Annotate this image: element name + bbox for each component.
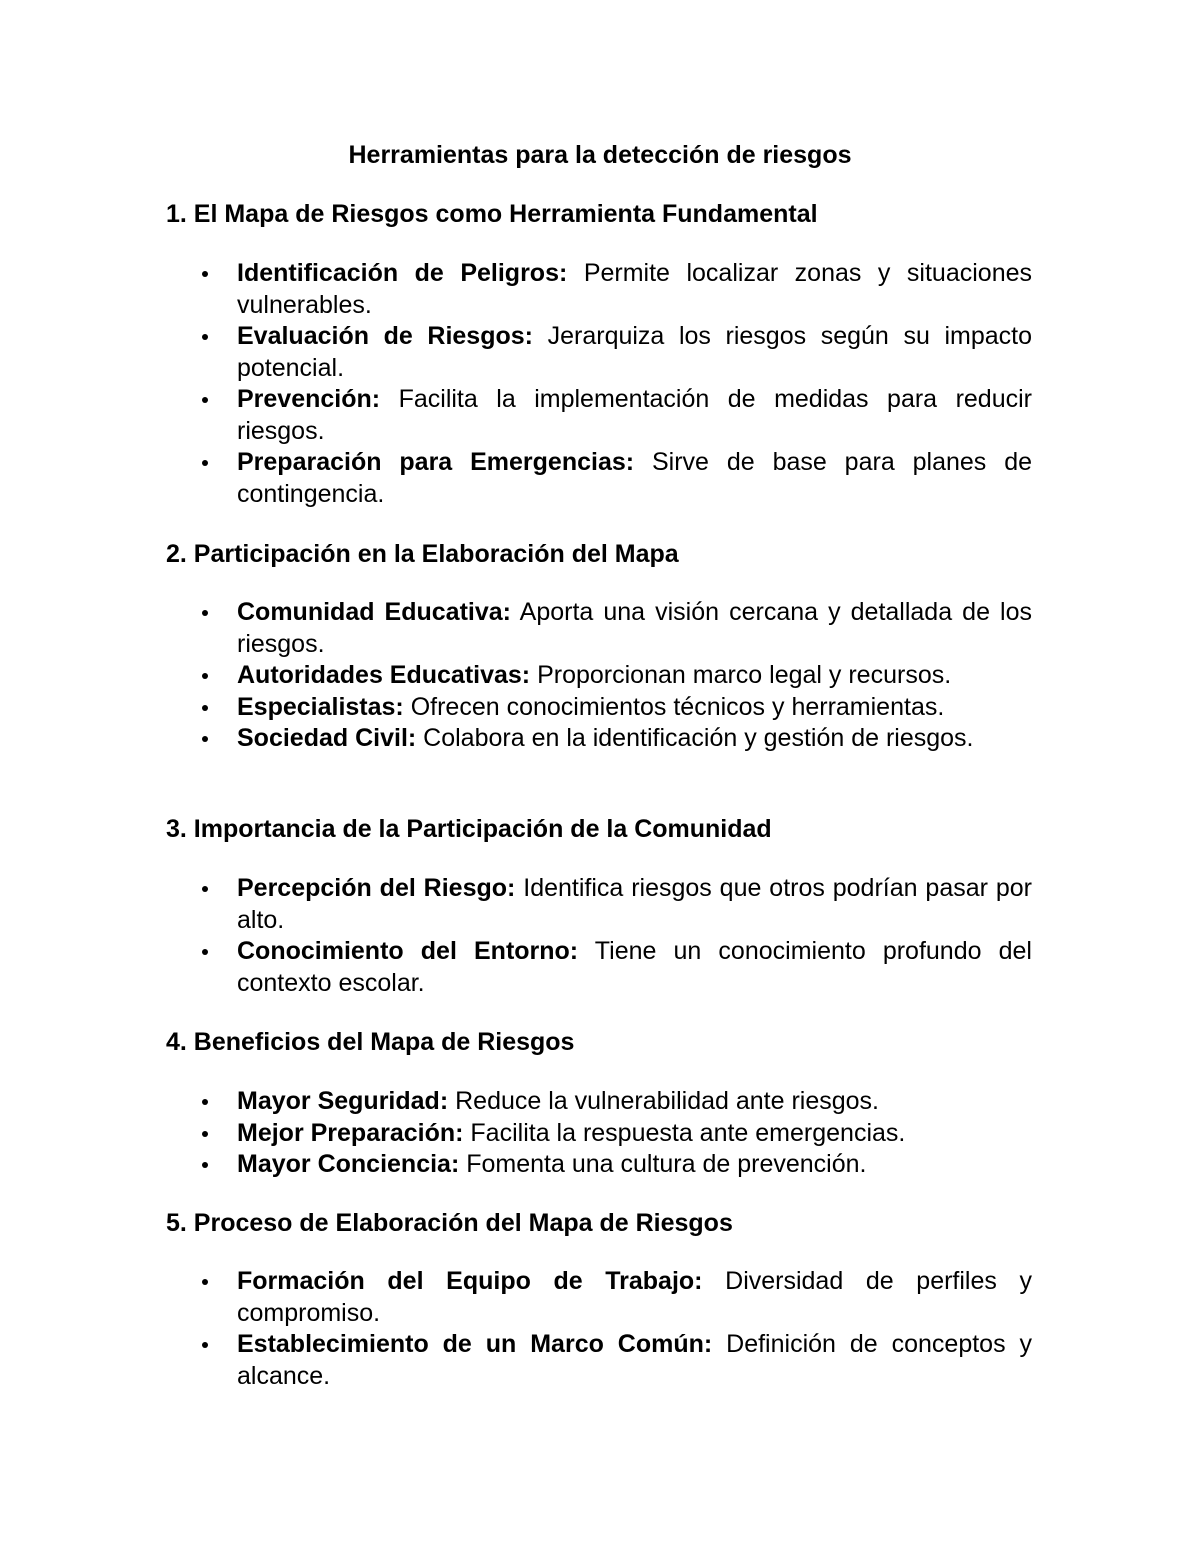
item-term: Identificación de Peligros: <box>237 259 568 287</box>
bullet-icon <box>202 1099 208 1105</box>
bullet-icon <box>202 460 208 466</box>
bullet-icon <box>202 673 208 679</box>
section-heading-2: 2. Participación en la Elaboración del Mapa <box>166 540 679 568</box>
item-text: Fomenta una cultura de prevención. <box>466 1150 867 1178</box>
list-item <box>166 1118 1032 1150</box>
bullet-icon <box>202 1131 208 1137</box>
section-heading-1: 1. El Mapa de Riesgos como Herramienta Fundamental <box>166 200 818 228</box>
bullet-icon <box>202 949 208 955</box>
bullet-icon <box>202 705 208 711</box>
list-item <box>166 258 1032 321</box>
section-heading-4: 4. Beneficios del Mapa de Riesgos <box>166 1028 575 1056</box>
item-text: Tiene un conocimiento profundo del contexto escolar. <box>237 937 1032 997</box>
list-item <box>166 321 1032 384</box>
item-term: Prevención: <box>237 385 381 413</box>
bullet-icon <box>202 271 208 277</box>
item-text: Ofrecen conocimientos técnicos y herramientas. <box>410 692 945 721</box>
item-text: Identifica riesgos que otros podrían pasar por alto. <box>237 874 1032 934</box>
section-2-list <box>166 597 1032 755</box>
bullet-icon <box>202 334 208 340</box>
item-term: Preparación para Emergencias: <box>237 448 635 476</box>
item-text: Permite localizar zonas y situaciones vulnerables. <box>237 259 1032 319</box>
item-term: Mayor Conciencia: <box>237 1150 460 1178</box>
section-heading-3: 3. Importancia de la Participación de la Comunidad <box>166 815 772 843</box>
item-text: Aporta una visión cercana y detallada de los riesgos. <box>237 598 1032 658</box>
list-item <box>166 1149 1032 1181</box>
item-term: Mejor Preparación: <box>237 1118 464 1147</box>
item-term: Evaluación de Riesgos: <box>237 322 533 350</box>
item-text: Facilita la implementación de medidas para reducir riesgos. <box>237 385 1032 445</box>
item-text: Sirve de base para planes de contingencia. <box>237 448 1032 508</box>
section-heading-5: 5. Proceso de Elaboración del Mapa de Riesgos <box>166 1209 733 1237</box>
item-term: Comunidad Educativa: <box>237 598 511 626</box>
bullet-icon <box>202 1162 208 1168</box>
bullet-icon <box>202 397 208 403</box>
item-term: Conocimiento del Entorno: <box>237 937 579 965</box>
section-1-list <box>166 258 1032 510</box>
section-4-list <box>166 1086 1032 1181</box>
item-text: Proporcionan marco legal y recursos. <box>537 661 952 689</box>
item-term: Formación del Equipo de Trabajo: <box>237 1267 703 1295</box>
list-item <box>166 1266 1032 1329</box>
list-item <box>166 1086 1032 1118</box>
item-term: Especialistas: <box>237 692 404 721</box>
list-item <box>166 723 1032 755</box>
bullet-icon <box>202 1342 208 1348</box>
list-item <box>166 660 1032 692</box>
item-text: Facilita la respuesta ante emergencias. <box>470 1118 906 1147</box>
list-item <box>166 1329 1032 1392</box>
bullet-icon <box>202 886 208 892</box>
section-3-list <box>166 873 1032 999</box>
list-item <box>166 873 1032 936</box>
list-item <box>166 936 1032 999</box>
item-term: Percepción del Riesgo: <box>237 874 516 902</box>
bullet-icon <box>202 610 208 616</box>
bullet-icon <box>202 736 208 742</box>
list-item <box>166 692 1032 724</box>
item-text: Jerarquiza los riesgos según su impacto potencial. <box>237 322 1033 382</box>
item-term: Autoridades Educativas: <box>237 661 531 689</box>
bullet-icon <box>202 1279 208 1285</box>
list-item <box>166 597 1032 660</box>
item-text: Definición de conceptos y alcance. <box>237 1330 1032 1390</box>
item-text: Diversidad de perfiles y compromiso. <box>237 1267 1032 1327</box>
list-item <box>166 384 1032 447</box>
item-text: Reduce la vulnerabilidad ante riesgos. <box>455 1087 879 1115</box>
list-item <box>166 447 1032 510</box>
item-term: Establecimiento de un Marco Común: <box>237 1330 713 1358</box>
item-term: Sociedad Civil: <box>237 724 417 752</box>
document-title: Herramientas para la detección de riesgos <box>348 141 852 169</box>
section-5-list <box>166 1266 1032 1392</box>
item-term: Mayor Seguridad: <box>237 1087 449 1115</box>
item-text: Colabora en la identificación y gestión de riesgos. <box>423 724 974 752</box>
